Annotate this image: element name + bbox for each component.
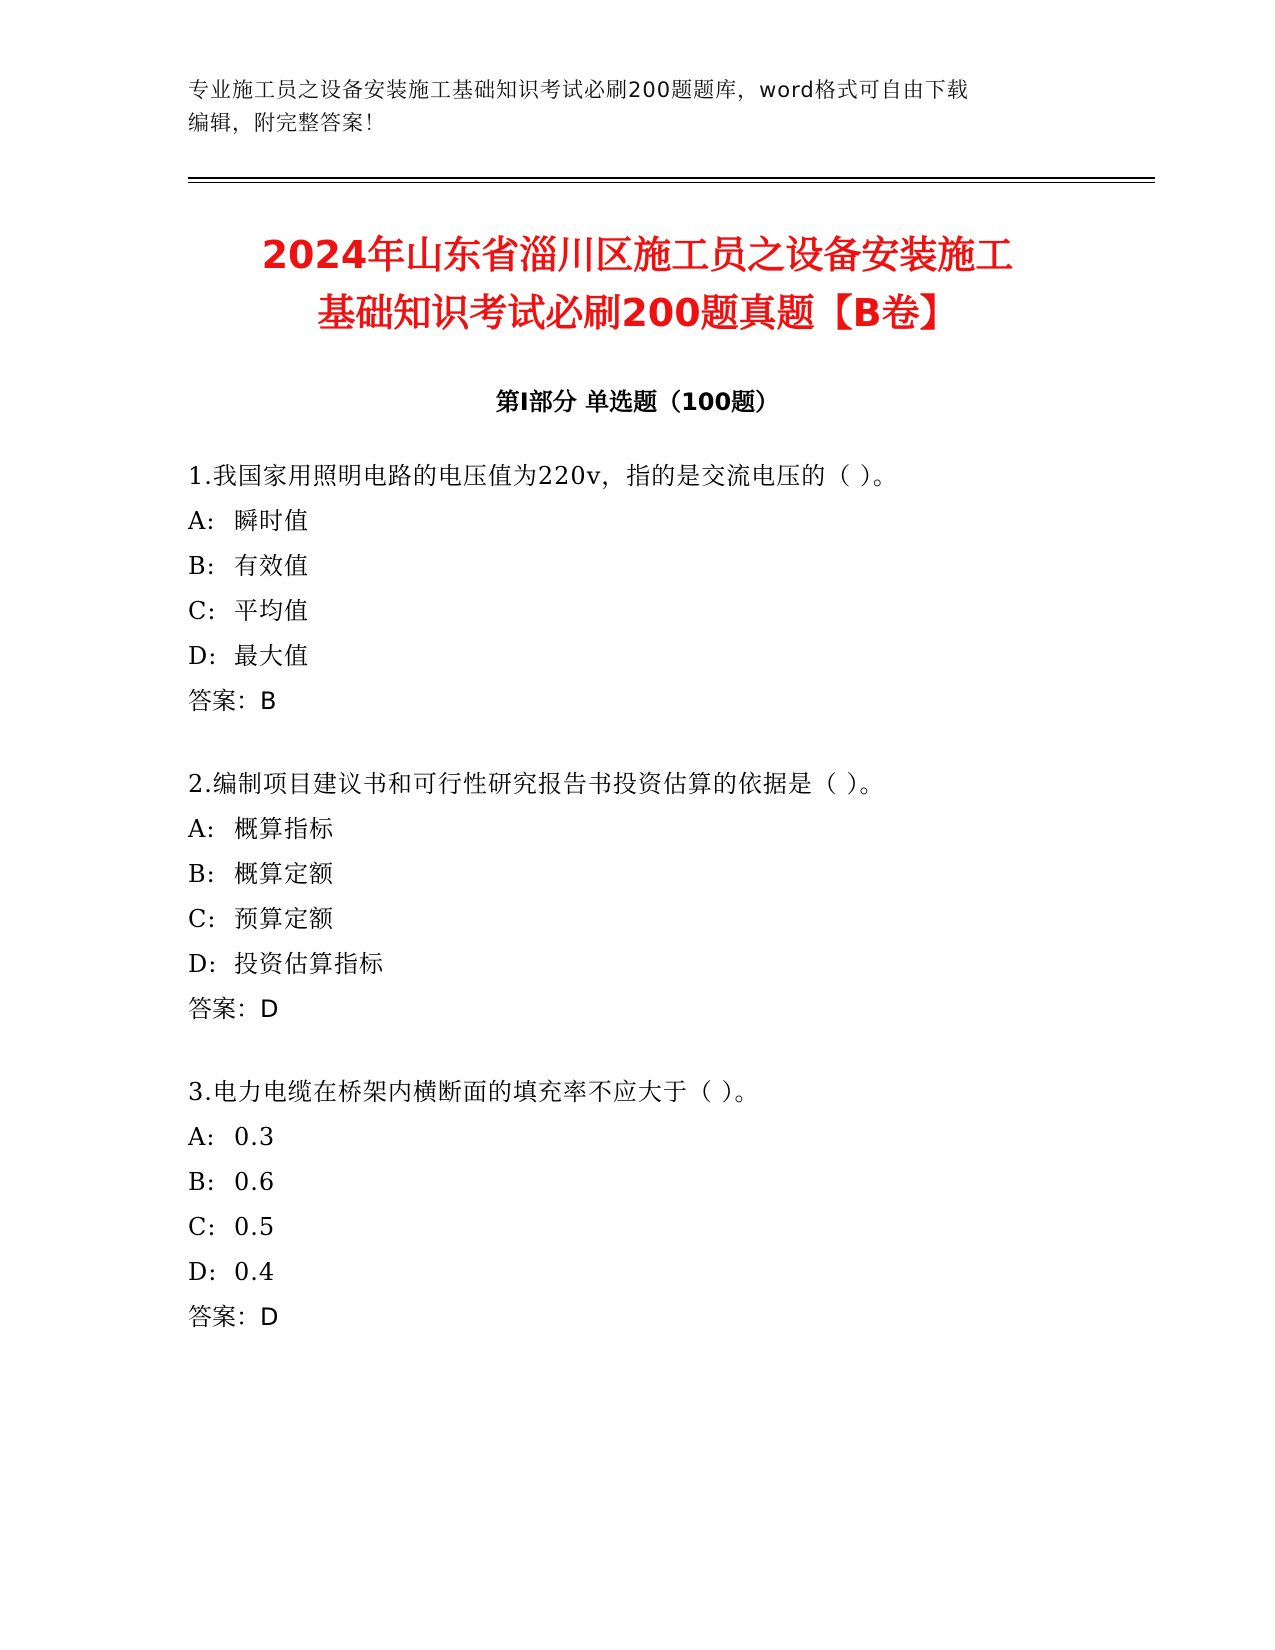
option-b (188, 550, 1188, 595)
question-stem: 2.编制项目建议书和可行性研究报告书投资估算的依据是（ ）。 (188, 770, 885, 798)
option-c (188, 1211, 1188, 1256)
header-note-line-1: 专业施工员之设备安装施工基础知识考试必刷200题题库，word格式可自由下载 (188, 78, 969, 102)
question-stem: 3.电力电缆在桥架内横断面的填充率不应大于（ ）。 (188, 1078, 760, 1106)
option-text: 0.4 (234, 1258, 276, 1286)
header-note-line-2: 编辑，附完整答案！ (188, 111, 386, 135)
document-header-note (188, 74, 1088, 140)
title-line-1: 2024年山东省淄川区施工员之设备安装施工 (261, 233, 1014, 277)
option-text: 0.5 (234, 1213, 276, 1241)
option-key: D: (188, 950, 218, 978)
document-title (120, 226, 1155, 342)
option-key: B: (188, 860, 216, 888)
question-block (188, 460, 1188, 730)
header-divider-thin (188, 182, 1155, 183)
option-b (188, 1166, 1188, 1211)
option-b (188, 858, 1188, 903)
option-text: 预算定额 (234, 905, 334, 933)
option-text: 0.3 (234, 1123, 276, 1151)
option-key: D: (188, 1258, 218, 1286)
option-text: 有效值 (234, 552, 309, 580)
answer-line: 答案：B (188, 687, 277, 715)
header-divider-thick (188, 177, 1155, 179)
section-heading: 第Ⅰ部分 单选题（100题） (495, 388, 780, 416)
answer-line: 答案：D (188, 995, 279, 1023)
option-key: C: (188, 1213, 217, 1241)
option-d (188, 1256, 1188, 1301)
option-text: 投资估算指标 (234, 950, 384, 978)
question-block (188, 1076, 1188, 1346)
option-c (188, 903, 1188, 948)
option-key: A: (188, 507, 216, 535)
option-text: 平均值 (234, 597, 309, 625)
option-text: 概算定额 (234, 860, 334, 888)
question-stem: 1.我国家用照明电路的电压值为220v，指的是交流电压的（ ）。 (188, 462, 898, 490)
title-line-2: 基础知识考试必刷200题真题【B卷】 (317, 291, 958, 335)
option-d (188, 640, 1188, 685)
option-a (188, 813, 1188, 858)
answer-line: 答案：D (188, 1303, 279, 1331)
option-a (188, 505, 1188, 550)
option-key: B: (188, 1168, 216, 1196)
option-d (188, 948, 1188, 993)
option-key: C: (188, 597, 217, 625)
option-c (188, 595, 1188, 640)
option-text: 瞬时值 (234, 507, 309, 535)
option-key: D: (188, 642, 218, 670)
option-key: C: (188, 905, 217, 933)
option-key: B: (188, 552, 216, 580)
option-key: A: (188, 815, 216, 843)
option-text: 最大值 (234, 642, 309, 670)
option-key: A: (188, 1123, 216, 1151)
option-text: 概算指标 (234, 815, 334, 843)
option-text: 0.6 (234, 1168, 276, 1196)
question-block (188, 768, 1188, 1038)
option-a (188, 1121, 1188, 1166)
